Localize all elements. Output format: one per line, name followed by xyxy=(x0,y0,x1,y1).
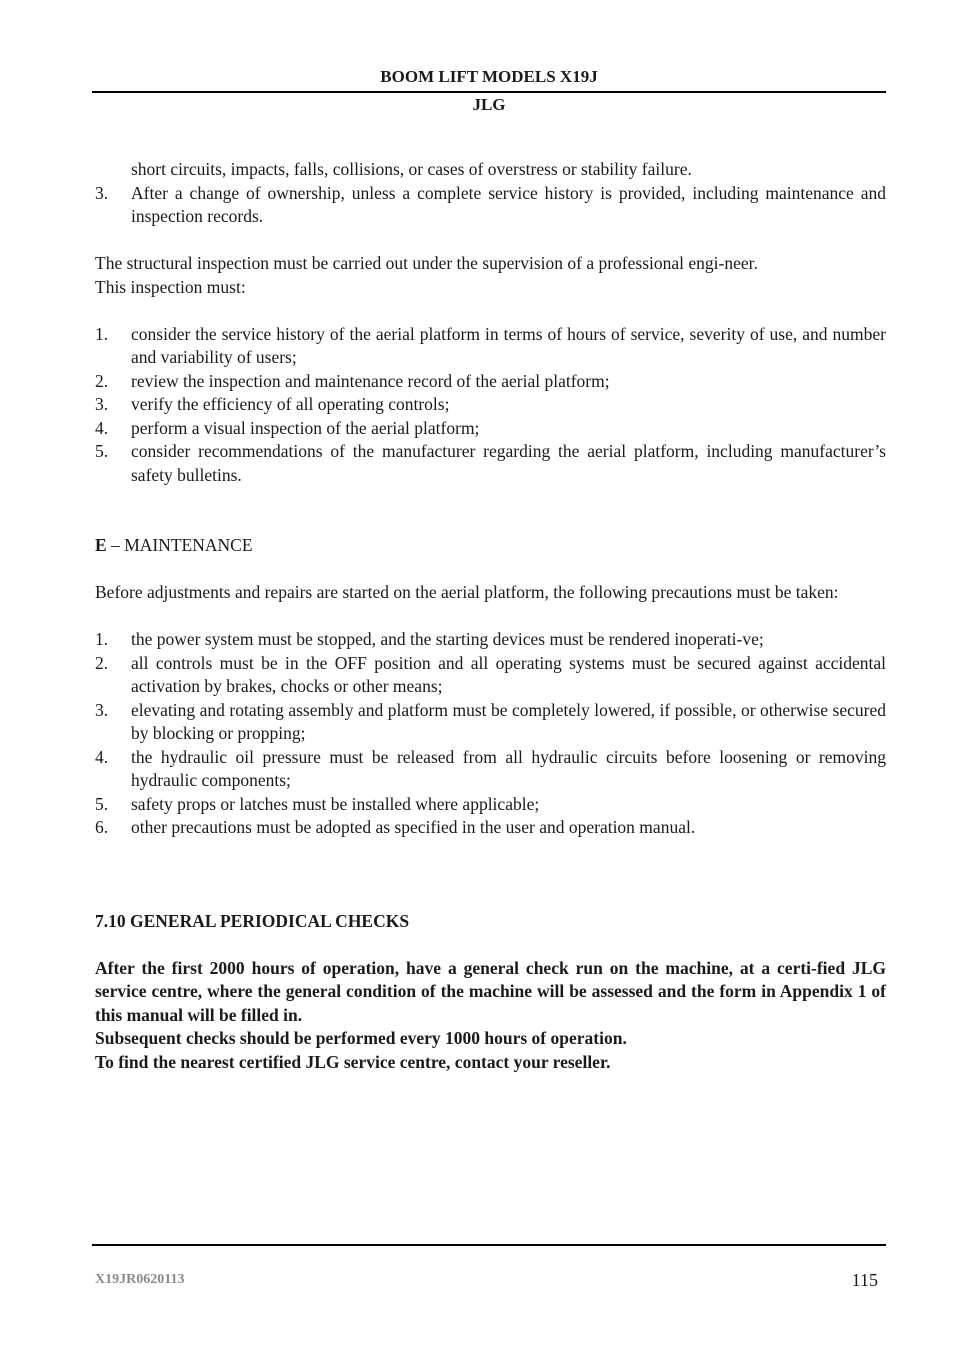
list-item xyxy=(95,370,886,394)
list-item-number: 6. xyxy=(95,817,109,837)
list-item-number: 5. xyxy=(95,793,109,814)
list-item-text: consider recommendations of the manufacturer regarding the aerial platform, including manufacturer’s safety bulletins. xyxy=(131,441,886,485)
page-content xyxy=(95,158,886,1074)
list-item-text: safety props or latches must be installed where applicable; xyxy=(131,793,540,814)
list-item-number: 4. xyxy=(95,746,109,767)
list-item xyxy=(95,746,886,793)
maintenance-intro: Before adjustments and repairs are started on the aerial platform, the following precautions must be taken: xyxy=(95,582,839,602)
page-number: 115 xyxy=(851,1270,878,1290)
list-item xyxy=(95,793,886,817)
footer-rule xyxy=(92,1244,886,1246)
list-item-number: 4. xyxy=(95,417,109,438)
structural-paragraph: The structural inspection must be carried out under the supervision of a professional engi-neer. xyxy=(95,253,758,273)
list-item-text: elevating and rotating assembly and platform must be completely lowered, if possible, or otherwise secured by blocking or propping; xyxy=(131,699,886,743)
document-title: BOOM LIFT MODELS X19J xyxy=(380,67,598,86)
structural-intro: This inspection must: xyxy=(95,276,246,297)
header-rule xyxy=(92,91,886,93)
list-item-text: all controls must be in the OFF position and all operating systems must be secured against accidental activation by brakes, chocks or other means; xyxy=(131,652,886,696)
periodical-notice xyxy=(95,957,886,1075)
list-item-text: verify the efficiency of all operating controls; xyxy=(131,394,450,414)
list-item xyxy=(95,182,886,229)
list-item-text: perform a visual inspection of the aerial platform; xyxy=(131,417,480,438)
page-header xyxy=(92,66,886,116)
brand-name: JLG xyxy=(472,95,506,114)
list-item-number: 1. xyxy=(95,629,109,649)
list-item-text: After a change of ownership, unless a complete service history is provided, including maintenance and inspection records. xyxy=(131,182,886,226)
list-item-number: 5. xyxy=(95,441,109,461)
list-item-text: the power system must be stopped, and the starting devices must be rendered inoperati-ve; xyxy=(131,629,764,649)
list-item xyxy=(95,628,886,652)
structural-list xyxy=(95,323,886,488)
periodical-paragraph: Subsequent checks should be performed every 1000 hours of operation. xyxy=(95,1028,627,1048)
continuation-text: short circuits, impacts, falls, collisions, or cases of overstress or stability failure. xyxy=(131,159,692,179)
maintenance-letter: E xyxy=(95,535,107,555)
list-item xyxy=(95,393,886,417)
document-code: X19JR0620113 xyxy=(95,1272,185,1287)
list-item-number: 2. xyxy=(95,370,109,391)
list-item-text: review the inspection and maintenance record of the aerial platform; xyxy=(131,370,610,391)
maintenance-list xyxy=(95,628,886,840)
list-item-number: 3. xyxy=(95,699,109,720)
list-item-number: 1. xyxy=(95,323,109,344)
maintenance-heading xyxy=(95,534,886,558)
list-item-text: consider the service history of the aerial platform in terms of hours of service, severity of use, and number and variability of users; xyxy=(131,323,886,367)
list-item xyxy=(95,652,886,699)
list-item xyxy=(95,417,886,441)
list-item xyxy=(95,323,886,370)
list-item-text: other precautions must be adopted as specified in the user and operation manual. xyxy=(131,817,696,837)
list-item-number: 3. xyxy=(95,394,109,414)
periodical-paragraph: To find the nearest certified JLG service centre, contact your reseller. xyxy=(95,1051,611,1072)
list-item-number: 3. xyxy=(95,182,109,203)
periodical-paragraph: After the first 2000 hours of operation, have a general check run on the machine, at a certi-fied JLG service centre, where the general condition of the machine will be assessed and the form in Appendix 1 of this manual will be filled in. xyxy=(95,957,886,1025)
list-item xyxy=(95,699,886,746)
list-item-text: the hydraulic oil pressure must be released from all hydraulic circuits before loosening or removing hydraulic components; xyxy=(131,746,886,790)
maintenance-title: – MAINTENANCE xyxy=(106,535,253,555)
list-item xyxy=(95,440,886,487)
list-item xyxy=(95,816,886,840)
list-item-number: 2. xyxy=(95,652,109,673)
section-heading: 7.10 GENERAL PERIODICAL CHECKS xyxy=(95,910,410,931)
